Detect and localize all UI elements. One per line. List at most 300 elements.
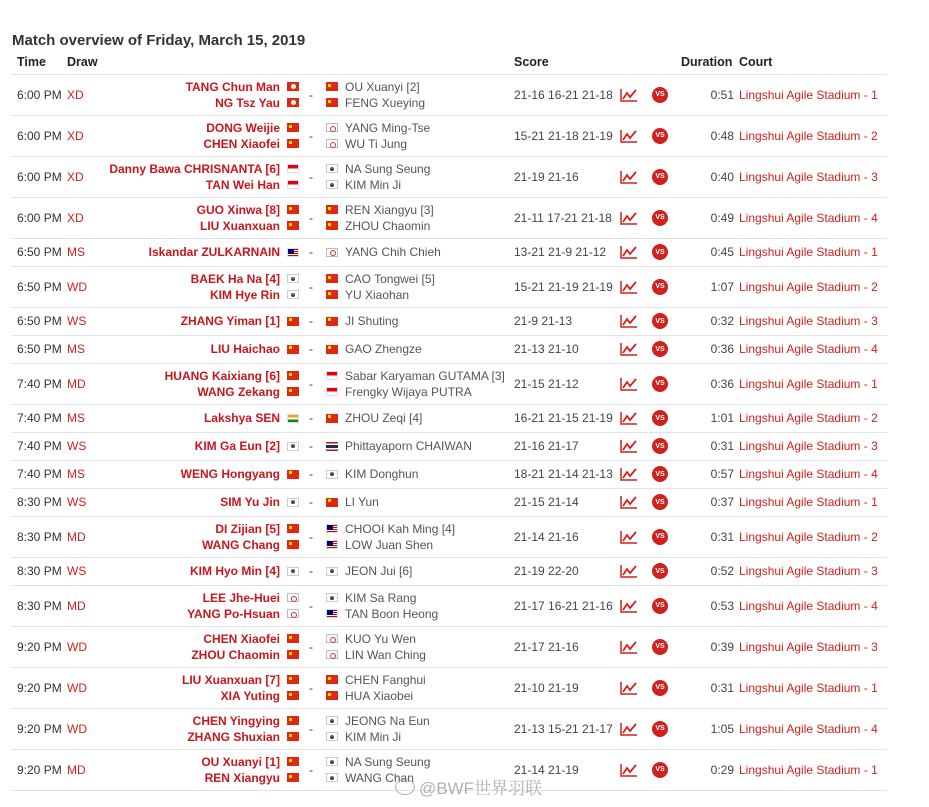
team2-flags [324, 115, 340, 156]
match-stats-icon[interactable] [620, 763, 638, 777]
draw-link[interactable]: XD [67, 210, 84, 225]
court-link[interactable]: Lingshui Agile Stadium - 4 [739, 598, 878, 613]
player-link[interactable]: CHEN Xiaofei [203, 136, 280, 151]
draw-link[interactable]: WS [67, 439, 87, 453]
player-link[interactable]: JEONG Na Eun [345, 713, 430, 728]
team1-names [109, 161, 280, 193]
match-stats-icon[interactable] [620, 129, 638, 143]
team1-flags [285, 626, 301, 667]
team2-names [345, 271, 435, 303]
flag-china-icon [326, 98, 338, 107]
duration-cell [684, 667, 734, 708]
vs-icon[interactable]: VS [652, 279, 668, 295]
player-link[interactable]: CHEN Xiaofei [203, 631, 280, 646]
vs-icon[interactable]: VS [652, 313, 668, 329]
vs-icon[interactable]: VS [652, 341, 668, 357]
player-link[interactable]: LIU Xuanxuan [7] [181, 672, 280, 687]
player-link[interactable]: TAN Boon Heong [345, 606, 439, 621]
player-link[interactable]: GUO Xinwa [8] [196, 202, 280, 217]
score-cell [514, 156, 579, 197]
match-time: 8:30 PM [17, 495, 62, 509]
player-link[interactable]: ZHOU Zeqi [4] [345, 411, 423, 425]
match-duration: 0:31 [710, 439, 734, 453]
header-draw: Draw [67, 55, 98, 69]
match-time: 6:50 PM [17, 245, 62, 259]
draw-link[interactable]: MD [67, 529, 86, 544]
player-link[interactable]: KIM Donghun [345, 467, 419, 481]
vs-icon[interactable]: VS [652, 598, 668, 614]
match-stats-icon[interactable] [620, 411, 638, 425]
team2-names [345, 341, 422, 357]
team1-names [191, 271, 280, 303]
player-link[interactable]: KIM Hyo Min [4] [190, 564, 280, 578]
court-link[interactable]: Lingshui Agile Stadium - 4 [739, 210, 878, 225]
match-time: 6:00 PM [17, 87, 62, 102]
player-link[interactable]: KIM Hye Rin [209, 287, 280, 302]
player-link[interactable]: Iskandar ZULKARNAIN [148, 245, 280, 259]
court-link[interactable]: Lingshui Agile Stadium - 1 [739, 495, 878, 509]
court-link[interactable]: Lingshui Agile Stadium - 1 [739, 680, 878, 695]
match-time: 7:40 PM [17, 376, 62, 391]
team2-flags [324, 404, 340, 432]
flag-tpe-icon [326, 248, 338, 257]
player-link[interactable]: KIM Ga Eun [2] [194, 439, 280, 453]
player-link[interactable]: DONG Weijie [206, 120, 280, 135]
vs-separator: - [309, 342, 313, 356]
duration-cell [684, 626, 734, 667]
match-stats-icon[interactable] [620, 342, 638, 356]
team1-flags [285, 266, 301, 307]
watermark-text: @BWF世界羽联 [419, 779, 543, 798]
court-link[interactable]: Lingshui Agile Stadium - 3 [739, 314, 878, 328]
player-link[interactable]: ZHOU Chaomin [345, 218, 431, 233]
stats-cell [620, 74, 638, 115]
team2-cell [345, 404, 422, 432]
player-link[interactable]: FENG Xueying [345, 95, 426, 110]
vs-icon[interactable]: VS [652, 438, 668, 454]
draw-link[interactable]: XD [67, 128, 84, 143]
draw-link[interactable]: MS [67, 411, 85, 425]
flag-china-icon [287, 205, 299, 214]
player-link[interactable]: NA Sung Seung [345, 161, 431, 176]
vs-icon[interactable]: VS [652, 721, 668, 737]
duration-cell [684, 432, 734, 460]
player-link[interactable]: SIM Yu Jin [220, 495, 280, 509]
match-stats-icon[interactable] [620, 467, 638, 481]
match-time-cell [17, 115, 62, 156]
match-time-cell [17, 238, 62, 266]
draw-link[interactable]: MS [67, 467, 85, 481]
vs-separator: - [309, 314, 313, 328]
player-link[interactable]: WENG Hongyang [180, 467, 280, 481]
match-stats-icon[interactable] [620, 170, 638, 184]
team2-cell [345, 708, 430, 749]
court-cell [739, 363, 878, 404]
match-time-cell [17, 708, 62, 749]
draw-link[interactable]: WD [67, 680, 87, 695]
player-link[interactable]: Frengky Wijaya PUTRA [345, 384, 472, 399]
player-link[interactable]: LIN Wan Ching [345, 647, 426, 662]
vs-icon[interactable]: VS [652, 410, 668, 426]
flag-china-icon [326, 82, 338, 91]
player-link[interactable]: CHEN Yingying [192, 713, 280, 728]
vs-icon[interactable]: VS [652, 210, 668, 226]
match-score: 21-15 21-12 [514, 376, 579, 391]
match-stats-icon[interactable] [620, 439, 638, 453]
player-link[interactable]: LIU Haichao [210, 342, 280, 356]
court-link[interactable]: Lingshui Agile Stadium - 4 [739, 721, 878, 736]
match-duration: 0:48 [710, 128, 734, 143]
flag-korea-icon [326, 716, 338, 725]
team1-names [197, 202, 280, 234]
score-cell [514, 708, 613, 749]
team2-names [345, 672, 426, 704]
player-link[interactable]: WANG Chan [345, 770, 414, 785]
flag-china-icon [326, 414, 338, 423]
team1-flags [285, 335, 301, 363]
flag-china-icon [287, 371, 299, 380]
player-link[interactable]: TANG Chun Man [185, 79, 280, 94]
player-link[interactable]: LIU Xuanxuan [199, 218, 280, 233]
match-duration: 0:40 [710, 169, 734, 184]
court-link[interactable]: Lingshui Agile Stadium - 2 [739, 128, 878, 143]
draw-cell [67, 557, 86, 585]
header-time: Time [17, 55, 46, 69]
team1-flags [285, 156, 301, 197]
player-link[interactable]: XIA Yuting [220, 688, 280, 703]
player-link[interactable]: NG Tsz Yau [215, 95, 280, 110]
flag-korea-icon [287, 274, 299, 283]
match-score: 18-21 21-14 21-13 [514, 467, 613, 481]
flag-malaysia-icon [326, 524, 338, 533]
watermark [395, 774, 542, 799]
team1-flags [285, 460, 301, 488]
flag-india-icon [287, 414, 299, 423]
player-link[interactable]: CAO Tongwei [5] [345, 271, 435, 286]
vs-icon[interactable]: VS [652, 244, 668, 260]
draw-cell [67, 626, 87, 667]
vs-icon[interactable]: VS [652, 169, 668, 185]
player-link[interactable]: HUANG Kaixiang [6] [164, 368, 280, 383]
stats-cell [620, 307, 638, 335]
vs-icon[interactable]: VS [652, 762, 668, 778]
score-cell [514, 74, 613, 115]
player-link[interactable]: KIM Sa Rang [345, 590, 417, 605]
flag-china-icon [326, 345, 338, 354]
match-row [12, 156, 887, 197]
player-link[interactable]: CHOOI Kah Ming [4] [345, 521, 456, 536]
court-link[interactable]: Lingshui Agile Stadium - 2 [739, 529, 878, 544]
court-link[interactable]: Lingshui Agile Stadium - 3 [739, 169, 878, 184]
match-time: 7:40 PM [17, 439, 62, 453]
stats-cell [620, 708, 638, 749]
match-stats-icon[interactable] [620, 88, 638, 102]
flag-tpe-icon [326, 139, 338, 148]
court-link[interactable]: Lingshui Agile Stadium - 3 [739, 564, 878, 578]
team1-flags [285, 238, 301, 266]
vs-icon[interactable]: VS [652, 639, 668, 655]
draw-cell [67, 238, 85, 266]
vs-separator: - [309, 128, 313, 143]
player-link[interactable]: YU Xiaohan [345, 287, 410, 302]
court-link[interactable]: Lingshui Agile Stadium - 3 [739, 639, 878, 654]
flag-korea-icon [326, 732, 338, 741]
team1-flags [285, 115, 301, 156]
team1-flags [285, 557, 301, 585]
team2-flags [324, 197, 340, 238]
court-link[interactable]: Lingshui Agile Stadium - 4 [739, 467, 878, 481]
player-link[interactable]: OU Xuanyi [2] [345, 79, 420, 94]
match-time-cell [17, 667, 62, 708]
flag-korea-icon [287, 442, 299, 451]
match-duration: 0:36 [710, 342, 734, 356]
team1-flags [285, 749, 301, 790]
player-link[interactable]: JEON Jui [6] [345, 564, 413, 578]
flag-korea-icon [326, 593, 338, 602]
player-link[interactable]: Phittayaporn CHAIWAN [345, 439, 472, 453]
team2-names [345, 79, 425, 111]
court-cell [739, 156, 878, 197]
team1-flags [285, 708, 301, 749]
team2-names [345, 368, 505, 400]
match-score: 21-19 21-16 [514, 169, 579, 184]
duration-cell [684, 516, 734, 557]
team1-cell [92, 516, 280, 557]
player-link[interactable]: Sabar Karyaman GUTAMA [3] [345, 368, 505, 383]
draw-link[interactable]: WD [67, 639, 87, 654]
team1-cell [92, 557, 280, 585]
stats-cell [620, 460, 638, 488]
duration-cell [684, 197, 734, 238]
team1-cell [92, 307, 280, 335]
player-link[interactable]: TAN Wei Han [205, 177, 280, 192]
player-link[interactable]: LOW Juan Shen [345, 537, 434, 552]
team2-flags [324, 363, 340, 404]
flag-indonesia-icon [326, 387, 338, 396]
vs-icon[interactable]: VS [652, 128, 668, 144]
match-time: 9:20 PM [17, 762, 62, 777]
vs-icon[interactable]: VS [652, 563, 668, 579]
match-duration: 0:51 [710, 87, 734, 102]
player-link[interactable]: DI Zijian [5] [215, 521, 280, 536]
vs-icon[interactable]: VS [652, 529, 668, 545]
flag-china-icon [287, 470, 299, 479]
flag-tpe-icon [326, 650, 338, 659]
team1-cell [92, 74, 280, 115]
player-link[interactable]: WANG Chang [202, 537, 280, 552]
flag-china-icon [326, 290, 338, 299]
match-duration: 0:57 [710, 467, 734, 481]
player-link[interactable]: REN Xiangyu [204, 770, 280, 785]
player-link[interactable]: JI Shuting [345, 314, 399, 328]
match-stats-icon[interactable] [620, 564, 638, 578]
flag-china-icon [287, 317, 299, 326]
stats-cell [620, 335, 638, 363]
match-stats-icon[interactable] [620, 314, 638, 328]
draw-link[interactable]: WD [67, 279, 87, 294]
player-link[interactable]: CHEN Fanghui [345, 672, 426, 687]
team2-cell [345, 432, 472, 460]
player-link[interactable]: NA Sung Seung [345, 754, 431, 769]
team2-flags [324, 749, 340, 790]
team2-names [345, 120, 430, 152]
duration-cell [684, 708, 734, 749]
vs-separator: - [309, 639, 313, 654]
duration-cell [684, 238, 734, 266]
header-duration: Duration [681, 55, 733, 69]
team1-flags [285, 74, 301, 115]
flag-china-icon [326, 317, 338, 326]
player-link[interactable]: HUA Xiaobei [345, 688, 414, 703]
flag-korea-icon [326, 164, 338, 173]
vs-icon[interactable]: VS [652, 87, 668, 103]
draw-link[interactable]: XD [67, 169, 84, 184]
player-link[interactable]: KUO Yu Wen [345, 631, 416, 646]
match-row [12, 626, 887, 667]
match-stats-icon[interactable] [620, 245, 638, 259]
stats-cell [620, 432, 638, 460]
match-stats-icon[interactable] [620, 211, 638, 225]
player-link[interactable]: Lakshya SEN [203, 411, 280, 425]
draw-cell [67, 432, 86, 460]
vs-separator: - [309, 564, 313, 578]
player-link[interactable]: LEE Jhe-Huei [202, 590, 280, 605]
draw-link[interactable]: XD [67, 87, 84, 102]
player-link[interactable]: YANG Chih Chieh [345, 245, 441, 259]
match-stats-icon[interactable] [620, 530, 638, 544]
player-link[interactable]: ZHOU Chaomin [191, 647, 280, 662]
team2-flags [324, 74, 340, 115]
team1-flags [285, 363, 301, 404]
vs-separator: - [309, 411, 313, 425]
h2h-cell [652, 74, 668, 115]
player-link[interactable]: ZHANG Shuxian [187, 729, 280, 744]
h2h-cell [652, 266, 668, 307]
vs-icon[interactable]: VS [652, 680, 668, 696]
draw-cell [67, 460, 85, 488]
match-score: 21-10 21-19 [514, 680, 579, 695]
draw-link[interactable]: MD [67, 762, 86, 777]
match-duration: 1:07 [710, 279, 734, 294]
score-cell [514, 460, 613, 488]
match-time-cell [17, 156, 62, 197]
team2-flags [324, 585, 340, 626]
court-link[interactable]: Lingshui Agile Stadium - 4 [739, 342, 878, 356]
player-link[interactable]: KIM Min Ji [345, 729, 402, 744]
team2-cell [345, 460, 418, 488]
match-row [12, 238, 887, 266]
court-link[interactable]: Lingshui Agile Stadium - 1 [739, 87, 878, 102]
draw-link[interactable]: MS [67, 245, 85, 259]
draw-link[interactable]: MS [67, 342, 85, 356]
player-link[interactable]: ZHANG Yiman [1] [180, 314, 280, 328]
court-link[interactable]: Lingshui Agile Stadium - 3 [739, 439, 878, 453]
vs-separator: - [309, 467, 313, 481]
flag-china-icon [287, 524, 299, 533]
match-row [12, 404, 887, 432]
h2h-cell [652, 404, 668, 432]
court-cell [739, 460, 878, 488]
team1-names [165, 368, 280, 400]
draw-cell [67, 488, 86, 516]
match-stats-icon[interactable] [620, 681, 638, 695]
flag-china-icon [326, 221, 338, 230]
vs-icon[interactable]: VS [652, 466, 668, 482]
match-score: 21-11 17-21 21-18 [514, 210, 612, 225]
player-link[interactable]: GAO Zhengze [345, 342, 422, 356]
draw-link[interactable]: MD [67, 598, 86, 613]
court-link[interactable]: Lingshui Agile Stadium - 2 [739, 411, 878, 425]
team2-cell [345, 488, 379, 516]
score-cell [514, 335, 579, 363]
match-stats-icon[interactable] [620, 377, 638, 391]
player-link[interactable]: YANG Ming-Tse [345, 120, 431, 135]
player-link[interactable]: YANG Po-Hsuan [187, 606, 280, 621]
team2-flags [324, 156, 340, 197]
draw-link[interactable]: WS [67, 314, 87, 328]
match-stats-icon[interactable] [620, 722, 638, 736]
court-cell [739, 488, 878, 516]
draw-link[interactable]: WS [67, 564, 87, 578]
player-link[interactable]: KIM Min Ji [345, 177, 402, 192]
vs-separator: - [309, 762, 313, 777]
match-stats-icon[interactable] [620, 640, 638, 654]
player-link[interactable]: LI Yun [345, 495, 379, 509]
vs-separator: - [309, 245, 313, 259]
match-time: 6:50 PM [17, 279, 62, 294]
team1-names [204, 410, 280, 426]
court-link[interactable]: Lingshui Agile Stadium - 1 [739, 376, 878, 391]
team1-cell [92, 749, 280, 790]
draw-cell [67, 585, 86, 626]
match-stats-icon[interactable] [620, 280, 638, 294]
team2-names [345, 438, 472, 454]
player-link[interactable]: BAEK Ha Na [4] [190, 271, 280, 286]
team1-cell [92, 238, 280, 266]
h2h-cell [652, 115, 668, 156]
court-link[interactable]: Lingshui Agile Stadium - 2 [739, 279, 878, 294]
player-link[interactable]: REN Xiangyu [3] [345, 202, 434, 217]
player-link[interactable]: OU Xuanyi [1] [201, 754, 280, 769]
match-time-cell [17, 197, 62, 238]
h2h-cell [652, 585, 668, 626]
team1-flags [285, 197, 301, 238]
player-link[interactable]: WU Ti Jung [345, 136, 408, 151]
h2h-cell [652, 708, 668, 749]
court-link[interactable]: Lingshui Agile Stadium - 1 [739, 245, 878, 259]
match-score: 21-16 21-17 [514, 439, 579, 453]
vs-icon[interactable]: VS [652, 376, 668, 392]
match-row [12, 266, 887, 307]
draw-link[interactable]: WS [67, 495, 87, 509]
court-link[interactable]: Lingshui Agile Stadium - 1 [739, 762, 878, 777]
match-stats-icon[interactable] [620, 495, 638, 509]
h2h-cell [652, 460, 668, 488]
team1-names [181, 466, 280, 482]
player-link[interactable]: Danny Bawa CHRISNANTA [6] [109, 161, 280, 176]
match-time-cell [17, 432, 62, 460]
court-cell [739, 238, 878, 266]
draw-link[interactable]: MD [67, 376, 86, 391]
vs-icon[interactable]: VS [652, 494, 668, 510]
duration-cell [684, 585, 734, 626]
team1-cell [92, 667, 280, 708]
draw-link[interactable]: WD [67, 721, 87, 736]
stats-cell [620, 266, 638, 307]
match-row [12, 557, 887, 585]
match-stats-icon[interactable] [620, 599, 638, 613]
player-link[interactable]: WANG Zekang [197, 384, 280, 399]
